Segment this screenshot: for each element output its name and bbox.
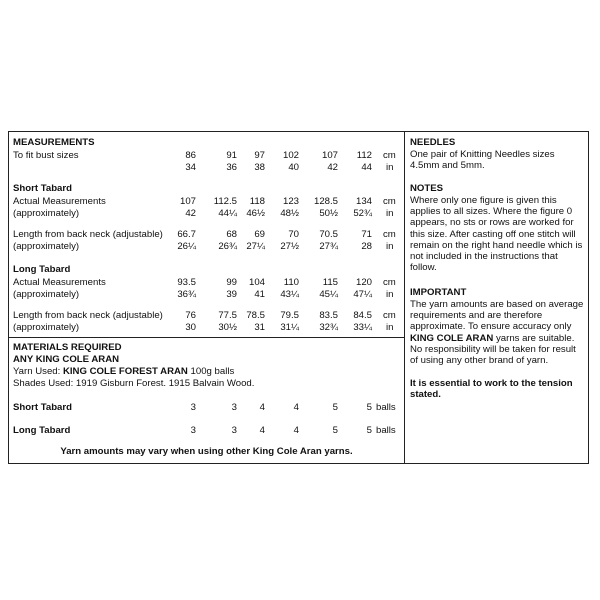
size-value: 70.5	[319, 229, 338, 240]
size-value: 83.5	[319, 310, 338, 321]
long-length-label: Length from back neck (adjustable)	[13, 310, 163, 321]
yarn-name: KING COLE FOREST ARAN	[62, 366, 188, 377]
section-divider	[8, 337, 405, 338]
size-value: 40	[288, 162, 299, 173]
materials-heading: MATERIALS REQUIRED	[13, 342, 122, 353]
size-value: 110	[283, 277, 299, 288]
size-value: 66.7	[177, 229, 196, 240]
size-value: 79.5	[280, 310, 299, 321]
yarn-used-prefix: Yarn Used:	[13, 366, 61, 377]
size-value: 86	[185, 150, 196, 161]
size-value: 4	[293, 402, 299, 413]
size-value: 118	[249, 196, 265, 207]
size-value: 33¼	[353, 322, 372, 333]
size-value: 27¾	[319, 241, 338, 252]
size-value: 76	[185, 310, 196, 321]
short-approx-label: (approximately)	[13, 208, 80, 219]
short-length-label: Length from back neck (adjustable)	[13, 229, 163, 240]
unit-label: in	[386, 322, 394, 333]
size-value: 104	[248, 277, 265, 288]
size-value: 31	[254, 322, 265, 333]
size-value: 107	[321, 150, 338, 161]
short-actual-label: Actual Measurements	[13, 196, 106, 207]
size-value: 112.5	[213, 196, 237, 207]
size-value: 36	[226, 162, 237, 173]
short-balls-label: Short Tabard	[13, 402, 72, 413]
unit-label: cm	[383, 277, 396, 288]
measurements-heading: MEASUREMENTS	[13, 137, 95, 148]
size-value: 3	[190, 402, 196, 413]
size-value: 46½	[246, 208, 265, 219]
size-value: 128.5	[313, 196, 338, 207]
size-value: 39	[226, 289, 237, 300]
size-value: 91	[226, 150, 237, 161]
yarn-used-line	[13, 366, 234, 377]
size-value: 28	[361, 241, 372, 252]
size-value: 27½	[280, 241, 299, 252]
size-value: 26¾	[218, 241, 237, 252]
materials-subtitle: ANY KING COLE ARAN	[13, 354, 120, 365]
size-value: 30	[185, 322, 196, 333]
yarn-variation-note: Yarn amounts may vary when using other King Cole Aran yarns.	[60, 446, 353, 457]
size-value: 44¼	[218, 208, 237, 219]
long-tabard-heading: Long Tabard	[13, 264, 71, 275]
notes-heading: NOTES	[410, 183, 444, 194]
size-value: 42	[185, 208, 196, 219]
size-value: 97	[254, 150, 265, 161]
size-value: 112	[356, 150, 372, 161]
size-value: 77.5	[218, 310, 237, 321]
size-value: 45¼	[319, 289, 338, 300]
size-value: 5	[366, 425, 372, 436]
size-value: 43¼	[280, 289, 299, 300]
size-value: 30½	[218, 322, 237, 333]
size-value: 69	[254, 229, 265, 240]
size-value: 99	[226, 277, 237, 288]
size-value: 5	[332, 402, 338, 413]
unit-label: cm	[383, 196, 396, 207]
column-divider	[404, 131, 405, 464]
size-value: 115	[322, 277, 338, 288]
needles-text: One pair of Knitting Needles sizes 4.5mm and 5mm.	[410, 149, 555, 172]
important-brand: KING COLE ARAN	[410, 332, 494, 344]
size-value: 84.5	[353, 310, 372, 321]
unit-label: cm	[383, 229, 396, 240]
size-value: 47¼	[353, 289, 372, 300]
important-text-a: The yarn amounts are based on average requirements and are therefore approximate. To ensure accuracy only	[410, 299, 584, 333]
long-balls-label: Long Tabard	[13, 425, 71, 436]
size-value: 5	[366, 402, 372, 413]
important-text	[410, 299, 586, 366]
size-value: 68	[226, 229, 237, 240]
size-value: 52¾	[353, 208, 372, 219]
size-value: 48½	[280, 208, 299, 219]
unit-label: cm	[383, 150, 396, 161]
size-value: 3	[231, 402, 237, 413]
bust-label: To fit bust sizes	[13, 150, 79, 161]
size-value: 107	[179, 196, 196, 207]
size-value: 70	[288, 229, 299, 240]
important-text-b: yarns are suitable. No responsibility will be taken for result of using any other brand of yarn.	[410, 332, 576, 367]
long-actual-label: Actual Measurements	[13, 277, 106, 288]
size-value: 102	[282, 150, 299, 161]
unit-label: in	[386, 208, 394, 219]
size-value: 4	[259, 402, 265, 413]
tension-note: It is essential to work to the tension stated.	[410, 378, 573, 401]
size-value: 78.5	[246, 310, 265, 321]
important-heading: IMPORTANT	[410, 287, 467, 298]
size-value: 5	[332, 425, 338, 436]
size-value: 123	[282, 196, 299, 207]
needles-heading: NEEDLES	[410, 137, 456, 148]
long-approx-label: (approximately)	[13, 289, 80, 300]
unit-label: in	[386, 289, 394, 300]
size-value: 3	[231, 425, 237, 436]
size-value: 4	[259, 425, 265, 436]
long-length-approx-label: (approximately)	[13, 322, 80, 333]
size-value: 4	[293, 425, 299, 436]
notes-text: Where only one figure is given this applies to all sizes. Where the figure 0 appears, no sts or rows are worked for this size. After casting off one stitch will remain on the right hand needle which is not included in the instructions that follow.	[410, 195, 583, 274]
unit-label: cm	[383, 310, 396, 321]
unit-label: balls	[376, 425, 396, 436]
unit-label: in	[386, 241, 394, 252]
unit-label: in	[386, 162, 394, 173]
size-value: 36¾	[177, 289, 196, 300]
size-value: 42	[327, 162, 338, 173]
size-value: 71	[361, 229, 372, 240]
size-value: 27¼	[246, 241, 265, 252]
size-value: 44	[361, 162, 372, 173]
size-value: 3	[190, 425, 196, 436]
short-length-approx-label: (approximately)	[13, 241, 80, 252]
size-value: 134	[355, 196, 372, 207]
size-value: 26¼	[177, 241, 196, 252]
size-value: 50½	[319, 208, 338, 219]
size-value: 120	[355, 277, 372, 288]
size-value: 41	[254, 289, 265, 300]
size-value: 31¼	[280, 322, 299, 333]
size-value: 38	[254, 162, 265, 173]
unit-label: balls	[376, 402, 396, 413]
size-value: 93.5	[177, 277, 196, 288]
shades-used: Shades Used: 1919 Gisburn Forest. 1915 Balvain Wood.	[13, 378, 255, 389]
short-tabard-heading: Short Tabard	[13, 183, 72, 194]
size-value: 34	[185, 162, 196, 173]
size-value: 32¾	[319, 322, 338, 333]
yarn-suffix: 100g balls	[190, 366, 235, 377]
